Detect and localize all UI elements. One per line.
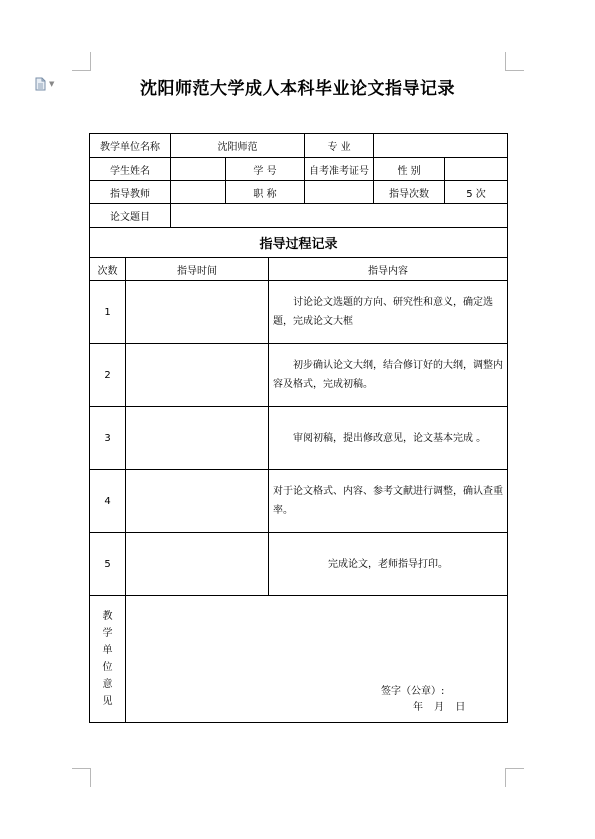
column-header-content: 指导内容	[269, 258, 508, 281]
record-time[interactable]	[126, 470, 269, 533]
column-header-number: 次数	[90, 258, 126, 281]
opinion-label-char: 教	[102, 611, 113, 622]
thesis-title-label: 论文题目	[90, 204, 171, 228]
signature-label: 签字（公章）:	[381, 686, 445, 697]
table-row-thesis-title	[90, 204, 508, 228]
column-header-time: 指导时间	[126, 258, 269, 281]
student-name-label: 学生姓名	[90, 158, 171, 181]
gender-label: 性 别	[374, 158, 445, 181]
record-number: 1	[90, 281, 126, 344]
record-time[interactable]	[126, 281, 269, 344]
record-number: 3	[90, 407, 126, 470]
crop-mark-bottom-right	[505, 768, 524, 787]
student-id-label: 学 号	[226, 158, 305, 181]
job-title-value[interactable]	[305, 181, 374, 204]
opinion-label-char: 见	[102, 696, 113, 707]
advisor-label: 指导教师	[90, 181, 171, 204]
column-header-row	[90, 258, 508, 281]
record-row	[90, 344, 508, 407]
record-number: 2	[90, 344, 126, 407]
record-content[interactable]: 初步确认论文大纲，结合修订好的大纲，调整内容及格式，完成初稿。	[269, 344, 508, 407]
record-time[interactable]	[126, 533, 269, 596]
unit-opinion-body[interactable]	[126, 596, 508, 723]
crop-mark-bottom-left	[72, 768, 91, 787]
advisor-value[interactable]	[171, 181, 226, 204]
record-row	[90, 281, 508, 344]
section-title: 指导过程记录	[90, 228, 508, 258]
student-id-value[interactable]: 自考准考证号	[305, 158, 374, 181]
crop-mark-top-left	[72, 52, 91, 71]
page-title: 沈阳师范大学成人本科毕业论文指导记录	[140, 79, 455, 99]
guidance-count-label: 指导次数	[374, 181, 445, 204]
opinion-row	[90, 596, 508, 723]
section-title-row	[90, 228, 508, 258]
record-content[interactable]: 审阅初稿，提出修改意见，论文基本完成 。	[269, 407, 508, 470]
record-content[interactable]: 对于论文格式、内容、参考文献进行调整，确认查重率。	[269, 470, 508, 533]
record-content[interactable]: 讨论论文选题的方向、研究性和意义，确定选题，完成论文大框	[269, 281, 508, 344]
record-row	[90, 533, 508, 596]
opinion-label-char: 学	[102, 628, 113, 639]
table-row-student	[90, 158, 508, 181]
guidance-record-table	[89, 133, 508, 723]
opinion-label-char: 位	[102, 662, 113, 673]
crop-mark-top-right	[505, 52, 524, 71]
record-row	[90, 407, 508, 470]
date-label: 年 月 日	[413, 702, 466, 713]
table-row-unit	[90, 134, 508, 158]
student-name-value[interactable]	[171, 158, 226, 181]
opinion-label-char: 意	[102, 679, 113, 690]
record-time[interactable]	[126, 344, 269, 407]
thesis-title-value[interactable]	[171, 204, 508, 228]
record-row	[90, 470, 508, 533]
unit-label: 教学单位名称	[90, 134, 171, 158]
record-number: 5	[90, 533, 126, 596]
opinion-label-char: 单	[102, 645, 113, 656]
record-content[interactable]: 完成论文，老师指导打印。	[269, 533, 508, 596]
gender-value[interactable]	[445, 158, 508, 181]
major-value[interactable]	[374, 134, 508, 158]
major-label: 专 业	[305, 134, 374, 158]
guidance-count-value[interactable]: 5 次	[445, 181, 508, 204]
job-title-label: 职 称	[226, 181, 305, 204]
record-number: 4	[90, 470, 126, 533]
chevron-down-icon: ▼	[49, 79, 55, 88]
table-row-advisor	[90, 181, 508, 204]
record-time[interactable]	[126, 407, 269, 470]
unit-value[interactable]: 沈阳师范	[171, 134, 305, 158]
unit-opinion-label	[90, 596, 126, 723]
